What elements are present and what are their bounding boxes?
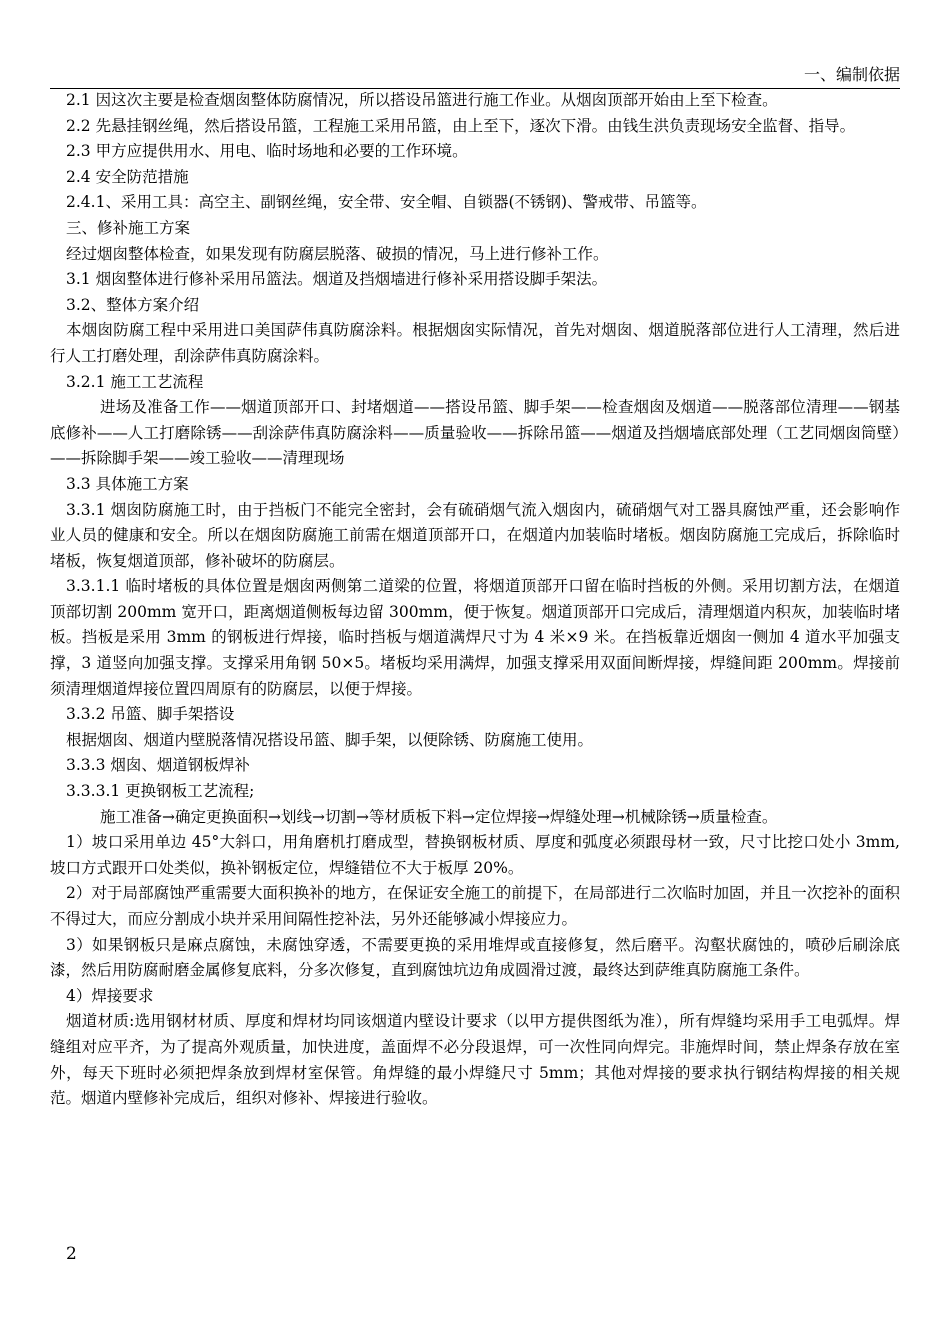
paragraph: 根据烟囱、烟道内壁脱落情况搭设吊篮、脚手架，以便除锈、防腐施工使用。 bbox=[66, 730, 594, 749]
paragraph: 3.1 烟囱整体进行修补采用吊篮法。烟道及挡烟墙进行修补采用搭设脚手架法。 bbox=[66, 270, 608, 289]
page-number: 2 bbox=[66, 1244, 77, 1264]
paragraph: 2.4 安全防范措施 bbox=[66, 167, 189, 186]
paragraph: 3.3.3 烟囱、烟道钢板焊补 bbox=[66, 756, 250, 775]
paragraph: 施工准备→确定更换面积→划线→切割→等材质板下料→定位焊接→焊缝处理→机械除锈→质量检查。 bbox=[100, 807, 778, 826]
paragraph: 4）焊接要求 bbox=[66, 986, 154, 1005]
paragraph: 2.2 先悬挂钢丝绳，然后搭设吊篮，工程施工采用吊篮，由上至下，逐次下滑。由钱生洪负责现场安全监督、指导。 bbox=[66, 116, 856, 135]
paragraph: 3.3.1 烟囱防腐施工时，由于挡板门不能完全密封，会有硫硝烟气流入烟囱内，硫硝烟气对工器具腐蚀严重，还会影响作业人员的健康和安全。所以在烟囱防腐施工前需在烟道顶部开口，在烟道内加装临时堵板。烟囱防腐施工完成后，拆除临时堵板，恢复烟道顶部，修补破坏的防腐层。 bbox=[50, 500, 900, 570]
paragraph: 3.3.2 吊篮、脚手架搭设 bbox=[66, 705, 235, 724]
paragraph: 本烟囱防腐工程中采用进口美国萨伟真防腐涂料。根据烟囱实际情况，首先对烟囱、烟道脱落部位进行人工清理，然后进行人工打磨处理，刮涂萨伟真防腐涂料。 bbox=[50, 321, 900, 365]
paragraph: 3.3.1.1 临时堵板的具体位置是烟囱两侧第二道梁的位置，将烟道顶部开口留在临时挡板的外侧。采用切割方法，在烟道顶部切割 200mm 宽开口，距离烟道侧板每边留 300mm，便于恢复。烟道顶部开口完成后，清理烟道内积灰，加装临时堵板。挡板是采用 3mm 的钢板进行焊接，临时挡板与烟道满焊尺寸为 4 米×9 米。在挡板靠近烟囱一侧加 4 道水平加强支撑，3 道竖向加强支撑。支撑采用角钢 50×5。堵板均采用满焊，加强支撑采用双面间断焊接，焊缝间距 200mm。焊接前须清理烟道焊接位置四周原有的防腐层，以便于焊接。 bbox=[50, 577, 900, 698]
paragraph: 烟道材质:选用钢材材质、厚度和焊材均同该烟道内壁设计要求（以甲方提供图纸为准），所有焊缝均采用手工电弧焊。焊缝组对应平齐，为了提高外观质量，加快进度，盖面焊不必分段退焊，可一次性同向焊完。非施焊时间，禁止焊条存放在室外，每天下班时必须把焊条放到焊材室保管。角焊缝的最小焊缝尺寸 5mm；其他对焊接的要求执行钢结构焊接的相关规范。烟道内壁修补完成后，组织对修补、焊接进行验收。 bbox=[50, 1012, 900, 1108]
paragraph: 3.3.3.1 更换钢板工艺流程; bbox=[66, 782, 255, 801]
paragraph: 2.1 因这次主要是检查烟囱整体防腐情况，所以搭设吊篮进行施工作业。从烟囱顶部开始由上至下检查。 bbox=[66, 91, 778, 109]
paragraph: 2.3 甲方应提供用水、用电、临时场地和必要的工作环境。 bbox=[66, 142, 468, 161]
paragraph: 2）对于局部腐蚀严重需要大面积换补的地方，在保证安全施工的前提下，在局部进行二次临时加固，并且一次挖补的面积不得过大，而应分割成小块并采用间隔性挖补法，另外还能够减小焊接应力。 bbox=[50, 884, 900, 928]
header-title: 一、编制依据 bbox=[803, 65, 900, 84]
paragraph: 2.4.1、采用工具：高空主、副钢丝绳，安全带、安全帽、自锁器(不锈钢)、警戒带、吊篮等。 bbox=[66, 193, 707, 212]
paragraph: 三、修补施工方案 bbox=[66, 218, 191, 237]
paragraph: 1）坡口采用单边 45°大斜口，用角磨机打磨成型，替换钢板材质、厚度和弧度必须跟母材一致，尺寸比挖口处小 3mm,坡口方式跟开口处类似，换补钢板定位，焊缝错位不大于板厚 20%。 bbox=[50, 833, 900, 877]
page-header bbox=[50, 64, 900, 89]
document-body bbox=[50, 88, 900, 1112]
paragraph: 3.2、整体方案介绍 bbox=[66, 295, 200, 314]
paragraph: 3.3 具体施工方案 bbox=[66, 474, 189, 493]
paragraph: 经过烟囱整体检查，如果发现有防腐层脱落、破损的情况，马上进行修补工作。 bbox=[66, 244, 609, 263]
paragraph: 进场及准备工作——烟道顶部开口、封堵烟道——搭设吊篮、脚手架——检查烟囱及烟道——脱落部位清理——钢基底修补——人工打磨除锈——刮涂萨伟真防腐涂料——质量验收——拆除吊篮——烟道及挡烟墙底部处理（工艺同烟囱筒壁）——拆除脚手架——竣工验收——清理现场 bbox=[50, 398, 900, 468]
paragraph: 3.2.1 施工工艺流程 bbox=[66, 372, 204, 391]
paragraph: 3）如果钢板只是麻点腐蚀，未腐蚀穿透，不需要更换的采用堆焊或直接修复，然后磨平。沟壑状腐蚀的，喷砂后刷涂底漆，然后用防腐耐磨金属修复底料，分多次修复，直到腐蚀坑边角成圆滑过渡，最终达到萨维真防腐施工条件。 bbox=[50, 935, 900, 980]
